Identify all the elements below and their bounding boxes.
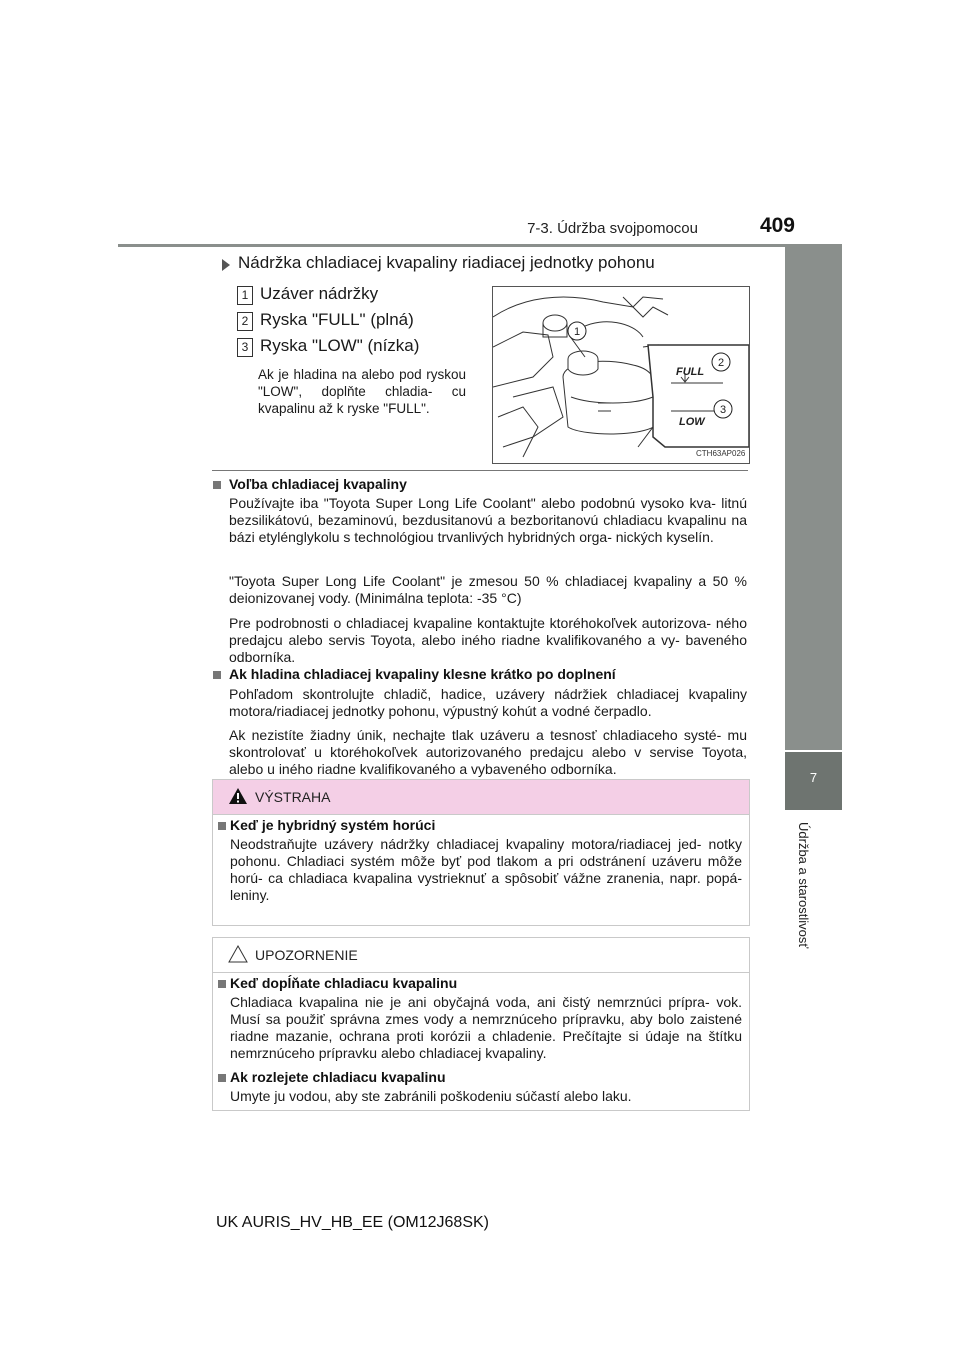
- warning-heading: Keď je hybridný systém horúci: [230, 817, 436, 833]
- square-bullet-icon: [213, 671, 221, 679]
- block-heading-coolant-choice: Voľba chladiacej kvapaliny: [229, 476, 407, 492]
- notice-text-refill: Chladiaca kvapalina nie je ani obyčajná voda, ani čistý nemrznúci prípra- vok. Musí sa použiť správna zmes vody a nemrznúceho prípravku, aby bolo zaistené riadne mazanie, ochrana proti korózii a chladenie. Prečítajte si údaje na štítku nemrznúceho prípravku alebo chladiacej kvapaliny.: [230, 994, 742, 1061]
- square-bullet-icon: [218, 1074, 226, 1082]
- full-mark-text: FULL: [676, 366, 705, 378]
- marker-2: 2: [237, 312, 253, 331]
- notice-heading-spill: Ak rozlejete chladiacu kvapalinu: [230, 1069, 446, 1085]
- chapter-number: 7: [809, 770, 818, 785]
- square-bullet-icon: [213, 481, 221, 489]
- section-divider: [212, 470, 748, 471]
- marker-3: 3: [237, 338, 253, 357]
- square-bullet-icon: [218, 980, 226, 988]
- warning-header: [213, 780, 749, 815]
- square-bullet-icon: [218, 822, 226, 830]
- marker-1: 1: [237, 286, 253, 305]
- warning-triangle-icon: [228, 787, 248, 805]
- warning-box: [212, 779, 750, 926]
- item-label-low: Ryska "LOW" (nízka): [260, 336, 420, 355]
- notice-box: [212, 937, 750, 1111]
- arrow-right-icon: [222, 259, 230, 271]
- callout-3: [714, 400, 732, 418]
- paragraph: "Toyota Super Long Life Coolant" je zmesou 50 % chladiacej kvapaliny a 50 % deionizovanej vody. (Minimálna teplota: -35 °C): [229, 573, 747, 606]
- low-mark-text: LOW: [679, 416, 705, 428]
- section-title: 7-3. Údržba svojpomocou: [527, 220, 698, 237]
- page-number: 409: [759, 214, 795, 237]
- paragraph: Pohľadom skontrolujte chladič, hadice, uzávery nádržiek chladiacej kvapaliny motora/riadiacej jednotky pohonu, výpustný kohút a vodné čerpadlo.: [229, 686, 747, 719]
- chapter-label: [796, 822, 826, 1042]
- notice-title: UPOZORNENIE: [255, 947, 358, 963]
- figure-code: CTH63AP026: [696, 449, 746, 458]
- item-label-cap: Uzáver nádržky: [260, 284, 379, 303]
- svg-text:2: 2: [717, 357, 725, 369]
- warning-title: VÝSTRAHA: [255, 789, 331, 805]
- paragraph: Pre podrobnosti o chladiacej kvapaline kontaktujte ktoréhokoľvek autorizova- ného predajcu alebo servis Toyota, alebo iného riadne kvalifikovaného a vy- baveného odborníka.: [229, 615, 747, 665]
- header-divider: [118, 244, 842, 247]
- caution-triangle-icon: [228, 945, 248, 963]
- notice-text-spill: Umyte ju vodou, aby ste zabránili poškodeniu súčastí alebo laku.: [230, 1088, 632, 1104]
- level-note: Ak je hladina na alebo pod ryskou "LOW", doplňte chladia- cu kvapalinu až k ryske "FULL".: [258, 367, 466, 416]
- callout-2: [712, 353, 730, 371]
- block-heading-level-drop: Ak hladina chladiacej kvapaliny klesne krátko po doplnení: [229, 666, 616, 682]
- chapter-label-text: Údržba a starostlivosť: [796, 822, 811, 949]
- side-tab-bar: [785, 246, 842, 750]
- warning-text: Neodstraňujte uzávery nádržky chladiacej kvapaliny motora/riadiacej jed- notky pohonu. Chladiaci systém môže byť pod tlakom a pri odstránení uzáveru môže horú- ca chladiaca kvapalina vystrieknuť a spôsobiť vážne zranenia, napr. popá- leniny.: [230, 836, 742, 903]
- svg-text:1: 1: [573, 326, 581, 338]
- notice-header: [213, 938, 749, 973]
- coolant-reservoir-illustration: [492, 286, 750, 464]
- item-label-full: Ryska "FULL" (plná): [260, 310, 414, 329]
- section-heading: Nádržka chladiacej kvapaliny riadiacej jednotky pohonu: [238, 253, 655, 272]
- engine-bay-drawing: [493, 287, 749, 463]
- footer-model-code: UK AURIS_HV_HB_EE (OM12J68SK): [216, 1214, 489, 1231]
- svg-text:3: 3: [719, 404, 727, 416]
- paragraph: Používajte iba "Toyota Super Long Life Coolant" alebo podobnú vysoko kva- litnú bezsilikátovú, bezaminovú, bezdusitanovú a bezboritanovú chladiacu kvapalinu na bázi etylénglykolu s technológiou trvanlivých hybridných orga- nických kyselín.: [229, 495, 747, 545]
- callout-1: [568, 322, 586, 340]
- paragraph: Ak nezistíte žiadny únik, nechajte tlak uzáveru a tesnosť chladiaceho systé- mu skontrolovať u ktoréhokoľvek autorizovaného predajcu alebo v servise Toyota, alebo u iného riadne kvalifikovaného a vybaveného odborníka.: [229, 727, 747, 777]
- notice-heading-refill: Keď dopĺňate chladiacu kvapalinu: [230, 975, 458, 991]
